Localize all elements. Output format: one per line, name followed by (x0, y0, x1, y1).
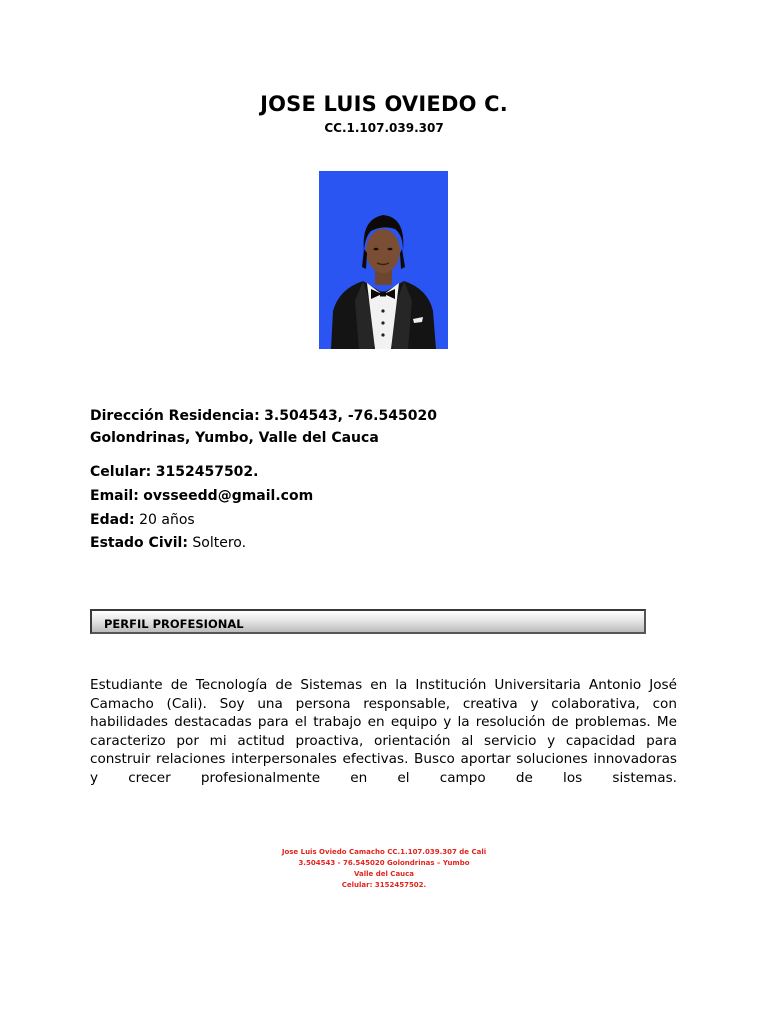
footer-line-4: Celular: 3152457502. (341, 881, 427, 889)
address-label: Dirección Residencia: (90, 408, 260, 424)
footer-contact (230, 847, 538, 891)
age-label: Edad: (90, 512, 135, 528)
civil-status-label: Estado Civil: (90, 535, 188, 551)
id-number: CC.1.107.039.307 (324, 121, 444, 135)
email-value: ovsseedd@gmail.com (143, 488, 314, 504)
address-line2: Golondrinas, Yumbo, Valle del Cauca (90, 430, 379, 446)
profile-photo (319, 171, 448, 349)
portrait-image (319, 171, 448, 349)
phone-label: Celular: (90, 464, 152, 480)
email-line (90, 485, 313, 507)
section-title: PERFIL PROFESIONAL (104, 617, 244, 631)
footer-line-1: Jose Luis Oviedo Camacho CC.1.107.039.307 de Cali (281, 848, 487, 856)
civil-status-value: Soltero. (192, 535, 247, 551)
address-line (90, 405, 437, 427)
section-header-bar (90, 609, 646, 634)
phone-value: 3152457502. (155, 464, 259, 480)
phone-line (90, 461, 258, 483)
candidate-name: JOSE LUIS OVIEDO C. (260, 92, 508, 116)
footer-line-3: Valle del Cauca (353, 870, 415, 878)
profile-paragraph: Estudiante de Tecnología de Sistemas en la Institución Universitaria Antonio José Camacho (Cali). Soy una persona responsable, creativa y colaborativa, con habilidades destacadas para el trabajo en equipo y la resolución de problemas. Me caracterizo por mi actitud proactiva, orientación al servicio y capacidad para construir relaciones interpersonales efectivas. Busco aportar soluciones innovadoras y crecer profesionalmente en el campo de los sistemas. (90, 677, 677, 786)
age-line (90, 509, 195, 531)
email-label: Email: (90, 488, 139, 504)
footer-line-2: 3.504543 - 76.545020 Golondrinas – Yumbo (298, 859, 470, 867)
address-value: 3.504543, -76.545020 (264, 408, 437, 424)
age-value: 20 años (139, 512, 195, 528)
civil-status-line (90, 532, 246, 554)
